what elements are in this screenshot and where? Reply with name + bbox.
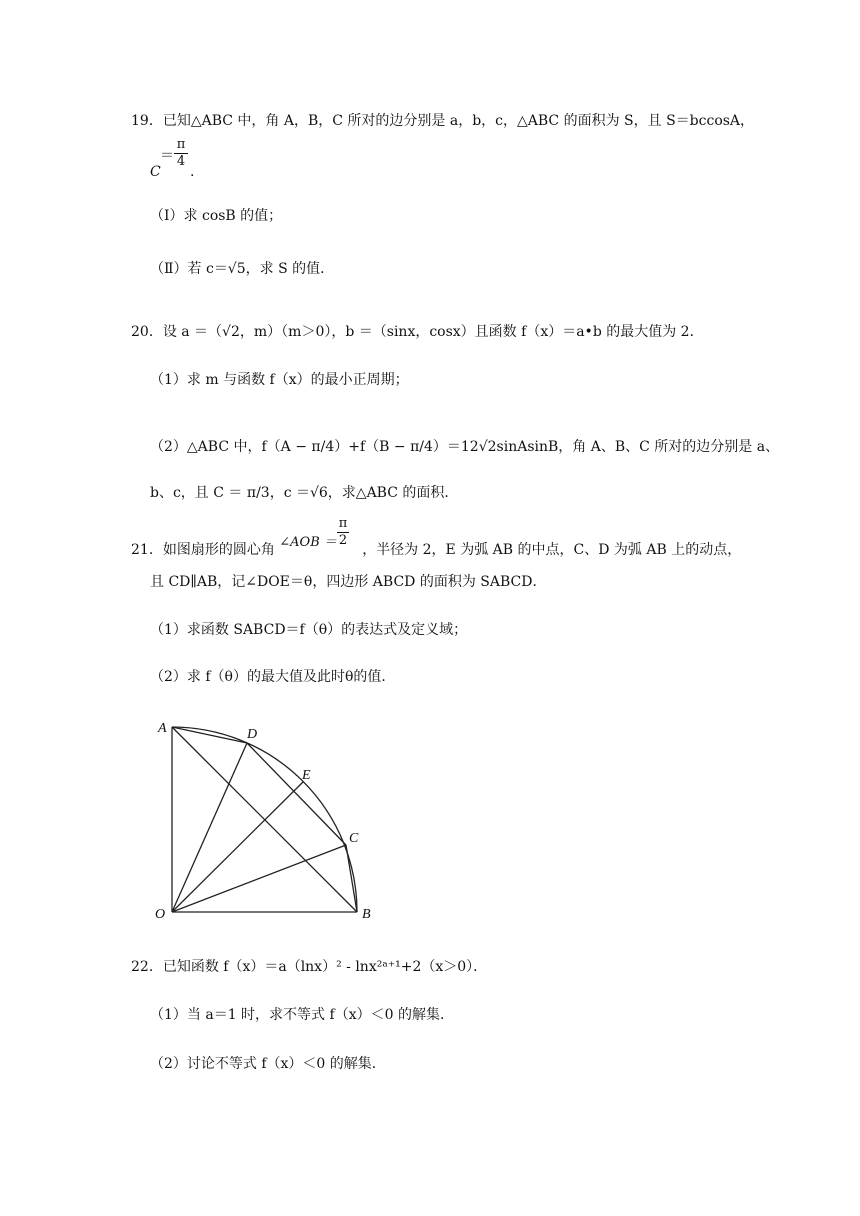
q22-part1: （1）当 a＝1 时，求不等式 f（x）＜0 的解集． [150, 1007, 454, 1023]
q21-line1: 21．如图扇形的圆心角 ∠AOB ＝ ，半径为 2，E 为弧 AB 的中点，C、D 为弧 AB 上的动点， [131, 535, 742, 558]
q21-part1: （1）求函数 SABCD＝f（θ）的表达式及定义域； [150, 622, 468, 638]
q19-eq: ＝ [160, 148, 174, 164]
q21-line2: 且 CD∥AB，记∠DOE＝θ，四边形 ABCD 的面积为 SABCD． [150, 574, 547, 590]
label-c: C [349, 831, 359, 846]
q19-stem: 19．已知△ABC 中，角 A，B，C 所对的边分别是 a，b，c，△ABC 的面积为 S，且 S＝bccosA， [131, 113, 755, 129]
q20-part1: （1）求 m 与函数 f（x）的最小正周期； [150, 372, 409, 388]
label-o: O [155, 907, 166, 922]
q19-dot: . [190, 164, 195, 180]
q21-pi-over-2: π 2 [338, 516, 348, 548]
q20-part2: （2）△ABC 中，f（A − π/4）+f（B − π/4）＝12√2sinAsinB，角 A、B、C 所对的边分别是 a、 [150, 439, 780, 455]
radius-oe [172, 782, 303, 912]
q20-line1: 20．设 a ＝（√2，m）（m＞0），b ＝（sinx，cosx）且函数 f（x）＝a•b 的最大值为 2． [131, 324, 704, 340]
q19-part1: （Ⅰ）求 cosB 的值； [150, 208, 283, 224]
q20-part2-cont: b、c，且 C ＝ π/3，c ＝√6，求△ABC 的面积． [150, 485, 459, 501]
chord-ad [172, 727, 247, 743]
radius-od [172, 743, 247, 912]
q21-part2: （2）求 f（θ）的最大值及此时θ的值． [150, 669, 396, 685]
label-e: E [302, 768, 311, 783]
radius-oc [172, 845, 346, 912]
label-a: A [158, 721, 167, 736]
chord-dc [247, 743, 346, 845]
q22-part2: （2）讨论不等式 f（x）＜0 的解集． [150, 1056, 386, 1072]
label-b: B [362, 907, 371, 922]
q19-part2: （Ⅱ）若 c＝√5，求 S 的值． [150, 261, 335, 277]
q19-c-label: C [150, 164, 161, 180]
sector-figure [150, 712, 380, 927]
label-d: D [247, 727, 258, 742]
q22-line1: 22．已知函数 f（x）＝a（lnx）² - lnx²ᵃ⁺¹+2（x＞0）． [131, 959, 488, 975]
q19-pi-over-4: π 4 [174, 138, 188, 169]
